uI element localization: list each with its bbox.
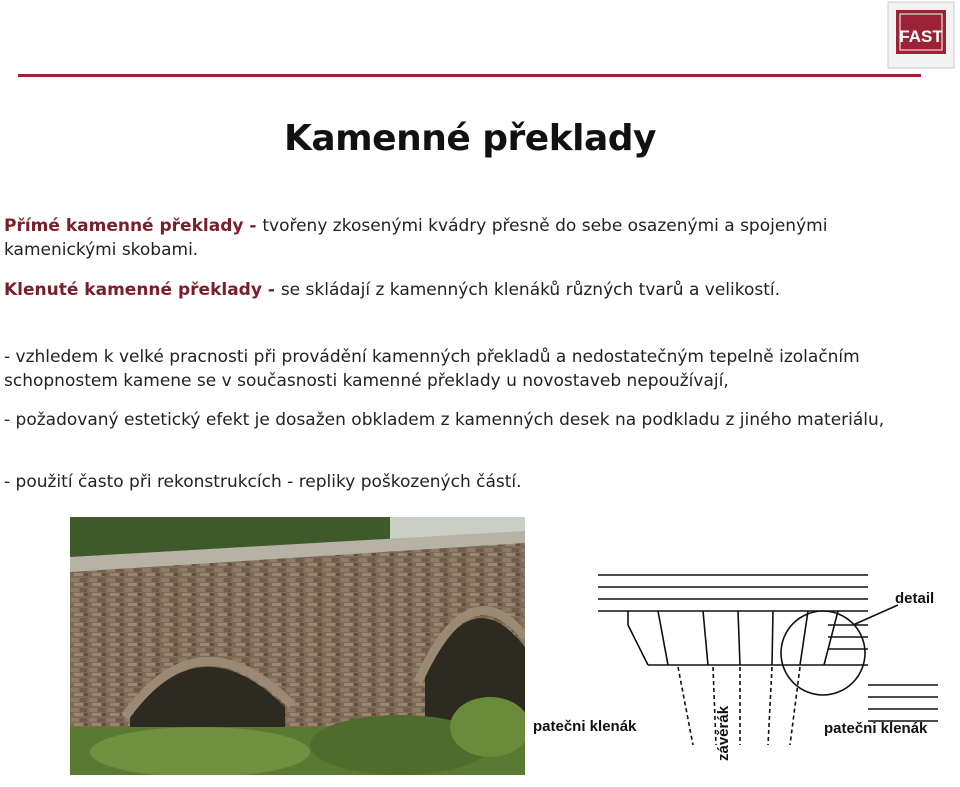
bridge-photo <box>70 517 525 775</box>
right-springer-label: patečni klenák <box>824 720 928 737</box>
bullet-reconstruction: - použití často při rekonstrukcích - repliky poškozených částí. <box>4 472 522 492</box>
arched-lintels-text: se skládají z kamenných klenáků různých tvarů a velikostí. <box>280 280 781 300</box>
fast-logo <box>886 0 956 70</box>
bullet-labor: - vzhledem k velké pracnosti při provádění kamenných překladů a nedostatečným tepelně izolačním schopnostem kamene se v současnosti kamenné překlady u novostaveb nepoužívají, <box>4 347 860 391</box>
left-springer-label: patečni klenák <box>533 718 637 735</box>
svg-text:FAST: FAST <box>899 27 943 46</box>
paragraph-straight-lintels <box>4 214 944 262</box>
keystone-label: závěrák <box>715 705 732 761</box>
straight-lintels-text: tvořeny zkosenými kvádry přesně do sebe osazenými a spojenými kamenickými skobami. <box>4 216 828 260</box>
header-rule <box>18 74 921 77</box>
page-title: Kamenné překlady <box>283 118 657 159</box>
straight-lintels-term: Přímé kamenné překlady - <box>4 216 263 236</box>
detail-label: detail <box>895 590 935 607</box>
arched-lintels-term: Klenuté kamenné překlady - <box>4 280 281 300</box>
lintel-diagram <box>528 545 948 775</box>
paragraph-arched-lintels <box>4 278 944 302</box>
bullet-cladding: - požadovaný estetický efekt je dosažen obkladem z kamenných desek na podkladu z jiného materiálu, <box>4 410 885 430</box>
